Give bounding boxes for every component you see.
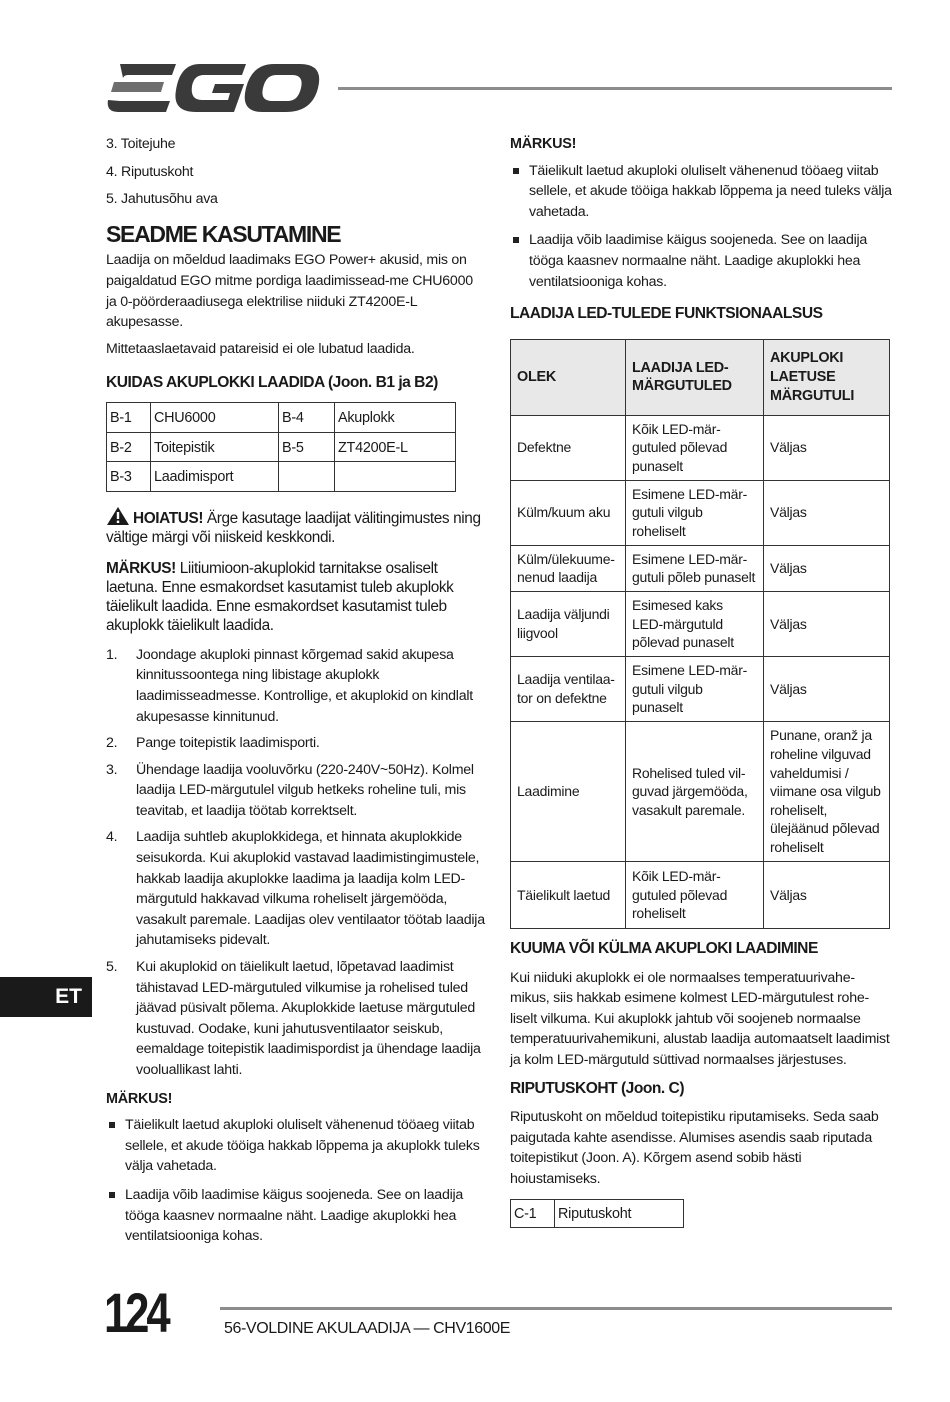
step-text: Laadija suhtleb akuplokkidega, et hinnata akuplokkide seisukorda. Kui akuplokid vastavad laadimistingimustele, hakkab laadija akuplokke laadima ja laadija kolm LED-märgutuld hakkavad vilkuma roheliselt järgemööda, vasakult paremale. Laadijas olev ventilaator töötab laadija jahutamiseks pidevalt. xyxy=(136,829,485,949)
hanging-text: Riputuskoht on mõeldud toitepistiku riputamiseks. Seda saab paigutada kahte asendisse. Alumises asendis saab riputada toitepistikut (Joon. A). Kõrgem asend sobib hästi hoiustamiseks. xyxy=(510,1109,879,1187)
bullet-square-icon xyxy=(510,230,529,292)
note-text: Liitiumioon-akuplokid tarnitakse osaliselt laetuna. Enne esmakordset kasutamist tuleb akuplokk täielikult laadida. Enne esmakordset kasutamist tuleb akuplokk täielikult laadida. xyxy=(106,559,454,634)
how-to-charge-title: KUIDAS AKUPLOKKI LAADIDA (Joon. B1 ja B2) xyxy=(106,374,438,392)
table-cell: C-1 xyxy=(511,1200,555,1228)
table-cell: Kõik LED-mär-gutuled põlevad punaselt xyxy=(626,415,764,480)
bullet-text: Täielikult laetud akuploki oluliselt vähenenud tööaeg viitab sellele, et akude tööiga hakkab lõppema ja akuplokk tuleks välja vahetada. xyxy=(125,1117,480,1175)
step-text: Joondage akuploki pinnast kõrgemad sakid akupesa kinnitussoontega ning libistage akuplokk laadimisseadmesse. Kontrollige, et akuplokid on kindlalt akupesasse kinnitunud. xyxy=(136,646,473,725)
table-cell: CHU6000 xyxy=(151,402,279,432)
footer-title: 56-VOLDINE AKULAADIJA — CHV1600E xyxy=(224,1320,510,1337)
table-row xyxy=(511,1200,684,1228)
table-cell: Väljas xyxy=(764,480,890,545)
column-header: AKUPLOKI LAETUSE MÄRGUTULI xyxy=(764,339,890,415)
bullet-square-icon xyxy=(106,1115,125,1177)
list-item: 4. Riputuskoht xyxy=(106,163,194,180)
table-cell: Defektne xyxy=(511,415,626,480)
intro-paragraph: Laadija on mõeldud laadimaks EGO Power+ akusid, mis on paigaldatud EGO mitme pordiga laadimissead-me CHU6000 ja 0-pöörderaadiusega elektrilise niiduki ZT4200E-L akupesasse. xyxy=(106,252,473,331)
bullet-text: Täielikult laetud akuploki oluliselt vähenenud tööaeg viitab sellele, et akude tööiga hakkab lõppema ja need tuleks välja vahetada. xyxy=(529,162,892,220)
note-bullets xyxy=(106,1115,486,1247)
list-item xyxy=(106,1115,486,1177)
note-paragraph xyxy=(106,559,486,635)
table-row xyxy=(107,462,456,492)
warning-label: HOIATUS! xyxy=(133,509,204,527)
list-item xyxy=(106,645,486,727)
steps-list xyxy=(106,645,486,1081)
note-bullets xyxy=(510,161,892,293)
warning-icon xyxy=(106,506,130,526)
led-table-title: LAADIJA LED-TULEDE FUNKTSIONAALSUS xyxy=(510,305,823,323)
footer-rule xyxy=(220,1307,892,1310)
language-tab: ET xyxy=(0,977,92,1017)
component-list xyxy=(106,134,486,210)
table-row xyxy=(107,432,456,462)
table-cell: ZT4200E-L xyxy=(335,432,456,462)
list-item xyxy=(106,760,486,822)
step-text: Pange toitepistik laadimisporti. xyxy=(136,735,320,752)
table-cell: Punane, oranž ja roheline vilguvad vaheldumisi / viimane osa vilgub roheliselt, ülejäänud põlevad roheliselt xyxy=(764,721,890,861)
step-text: Ühendage laadija vooluvõrku (220-240V~50Hz). Kolmel laadija LED-märgutulel vilgub hetkeks roheline tuli, mis teavitab, et laadija töötab korrektselt. xyxy=(136,761,474,819)
table-row xyxy=(511,721,890,861)
column-header: LAADIJA LED-MÄRGUTULED xyxy=(626,339,764,415)
table-cell xyxy=(335,462,456,492)
step-number: 1. xyxy=(106,646,118,663)
bullet-square-icon xyxy=(510,161,529,223)
hot-cold-title: KUUMA VÕI KÜLMA AKUPLOKI LAADIMINE xyxy=(510,939,818,957)
table-cell: Esimesed kaks LED-märgutuld põlevad punaselt xyxy=(626,591,764,656)
table-cell: Laadija väljundi liigvool xyxy=(511,591,626,656)
list-item: 5. Jahutusõhu ava xyxy=(106,191,218,208)
list-item xyxy=(106,957,486,1081)
table-cell: Toitepistik xyxy=(151,432,279,462)
table-cell: Esimene LED-mär-gutuli põleb punaselt xyxy=(626,545,764,591)
table-cell: B-4 xyxy=(279,402,335,432)
table-cell: Väljas xyxy=(764,591,890,656)
parts-table xyxy=(106,402,456,492)
table-cell: Esimene LED-mär-gutuli vilgub roheliselt xyxy=(626,480,764,545)
table-row xyxy=(511,415,890,480)
bullet-text: Laadija võib laadimise käigus soojeneda. See on laadija tööga kaasnev normaalne näht. Laadige akuplokki hea ventilatsiooniga kohas. xyxy=(529,232,868,290)
list-item xyxy=(106,733,486,754)
intro-note: Mittetaaslaetavaid patareisid ei ole lubatud laadida. xyxy=(106,340,415,357)
hot-cold-text: Kui niiduki akuplokk ei ole normaalses temperatuurivahe-mikus, siis hakkab esimene kolmest LED-märgutulest rohe-liselt vilkuma. Kui akuplokk jahtub või soojeneb normaalse temperatuurivahemikuni, alustab laadija automaatselt laadimist ja kolm LED-märgutuld süttivad normaalses järjestuses. xyxy=(510,969,890,1068)
list-item: 3. Toitejuhe xyxy=(106,136,176,152)
table-row xyxy=(511,545,890,591)
table-cell: B-1 xyxy=(107,402,151,432)
table-cell: Väljas xyxy=(764,545,890,591)
list-item xyxy=(510,161,892,223)
bullet-square-icon xyxy=(106,1185,125,1247)
table-row xyxy=(511,656,890,721)
list-item xyxy=(106,827,486,951)
table-cell: Väljas xyxy=(764,656,890,721)
table-cell: Väljas xyxy=(764,861,890,928)
table-row xyxy=(511,480,890,545)
table-row xyxy=(511,591,890,656)
list-item xyxy=(510,230,892,292)
table-cell xyxy=(279,462,335,492)
hanging-title: RIPUTUSKOHT (Joon. C) xyxy=(510,1079,685,1097)
hanging-parts-table xyxy=(510,1199,684,1228)
step-number: 5. xyxy=(106,959,118,976)
table-cell: Külm/ülekuume-nenud laadija xyxy=(511,545,626,591)
table-cell: Kõik LED-mär-gutuled põlevad roheliselt xyxy=(626,861,764,928)
note-heading: MÄRKUS! xyxy=(106,1090,173,1107)
table-header-row xyxy=(511,339,890,415)
left-column xyxy=(106,134,486,1255)
warning-paragraph xyxy=(106,506,486,547)
table-cell: Esimene LED-mär-gutuli vilgub punaselt xyxy=(626,656,764,721)
note-heading: MÄRKUS! xyxy=(510,136,577,152)
table-cell: Laadimine xyxy=(511,721,626,861)
table-cell: Laadija ventilaa-tor on defektne xyxy=(511,656,626,721)
section-title: SEADME KASUTAMINE xyxy=(106,220,341,247)
ego-logo xyxy=(106,62,320,114)
table-cell: Täielikult laetud xyxy=(511,861,626,928)
list-item xyxy=(106,1185,486,1247)
right-column xyxy=(510,134,892,1228)
warning-text: Ärge kasutage laadijat välitingimustes ning vältige märgi või niiskeid keskkondi. xyxy=(106,509,481,546)
table-cell: Laadimisport xyxy=(151,462,279,492)
table-cell: B-3 xyxy=(107,462,151,492)
table-cell: B-5 xyxy=(279,432,335,462)
step-text: Kui akuplokid on täielikult laetud, lõpetavad laadimist tähistavad LED-märgutuled vilkumise ja rohelised tuled jäävad püsivalt põlema. Akuplokkide laetuse märgutuled kustuvad. Oodake, kuni jahutusventilaator seiskub, eemaldage toitepistik laadimispordist ja ühendage laadija vooluallikast lahti. xyxy=(136,959,481,1078)
led-table xyxy=(510,339,890,929)
step-number: 4. xyxy=(106,829,118,846)
note-label: MÄRKUS! xyxy=(106,559,176,577)
table-cell: B-2 xyxy=(107,432,151,462)
page-number: 124 xyxy=(104,1281,168,1344)
table-cell: Väljas xyxy=(764,415,890,480)
table-cell: Akuplokk xyxy=(335,402,456,432)
step-number: 2. xyxy=(106,735,118,752)
step-number: 3. xyxy=(106,761,118,778)
column-header: OLEK xyxy=(511,339,626,415)
header-rule xyxy=(338,87,892,90)
table-row xyxy=(511,861,890,928)
table-cell: Külm/kuum aku xyxy=(511,480,626,545)
bullet-text: Laadija võib laadimise käigus soojeneda. See on laadija tööga kaasnev normaalne näht. Laadige akuplokki hea ventilatsiooniga kohas. xyxy=(125,1186,464,1245)
table-cell: Rohelised tuled vil-guvad järgemööda, vasakult paremale. xyxy=(626,721,764,861)
table-row xyxy=(107,402,456,432)
table-cell: Riputuskoht xyxy=(555,1200,684,1228)
